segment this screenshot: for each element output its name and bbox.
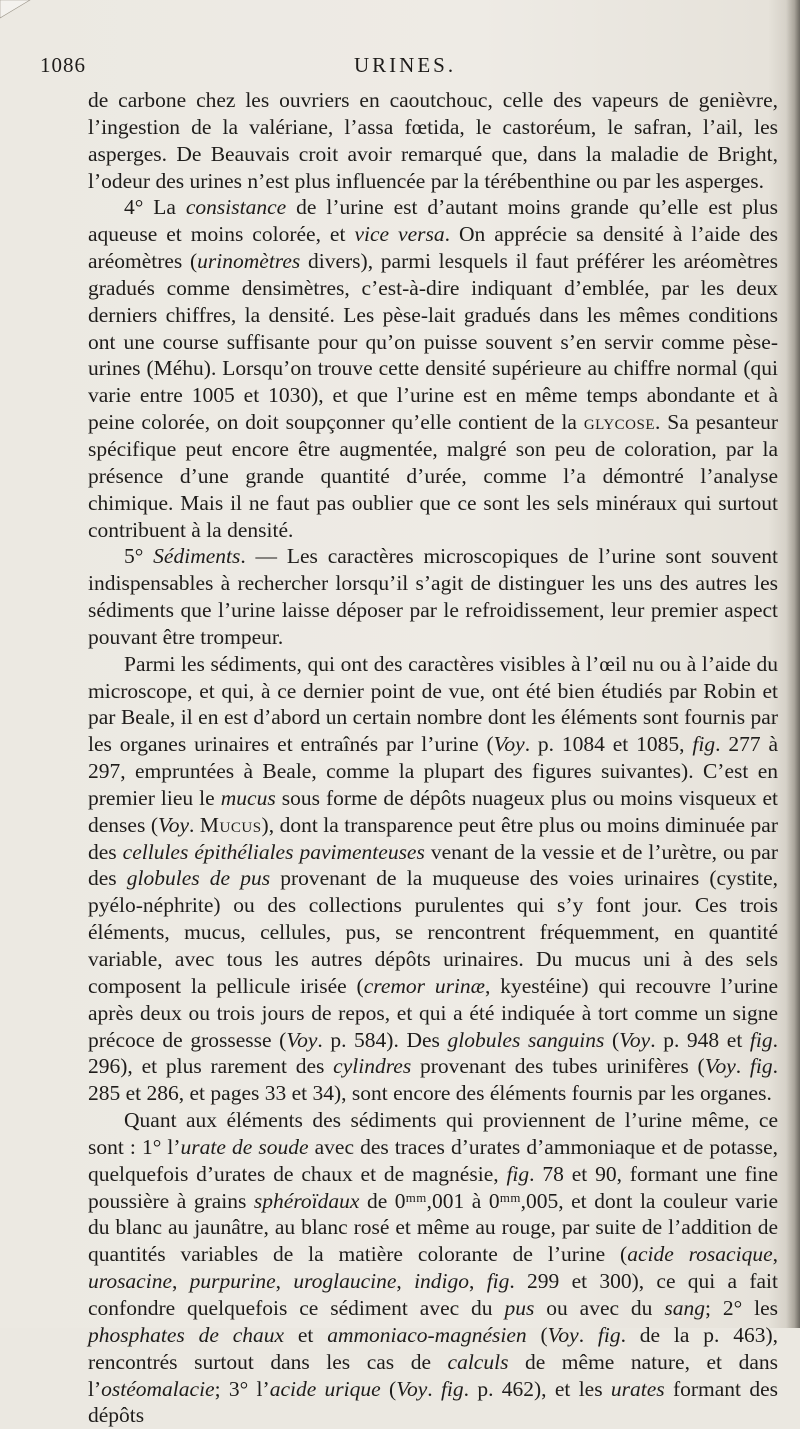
text-run: . p. 1084 et 1085, (524, 732, 693, 757)
text-run: divers), parmi lesquels il faut préférer les aréomètres gradués comme densimètres, c’est-à-dire indiquant d’emblée, par les deux derniers chiffres, la densité. Les pèse-lait gradués dans les mêmes conditions ont une course suffisante pour qu’on puisse souvent s’en servir comme pèse-urines (Méhu). Lorsqu’on trouve cette densité supérieure au chiffre normal (qui varie entre 1005 et 1030), et que l’urine est en même temps abondante et à peine colorée, on doit soupçonner qu’elle contient de la (88, 249, 778, 435)
text-run: Voy (619, 1027, 651, 1052)
text-run: uroglaucine (293, 1269, 397, 1294)
text-run: urates (610, 1376, 665, 1401)
text-run: ( (526, 1322, 548, 1347)
text-run: Voy (493, 732, 525, 757)
text-run: fig (692, 732, 716, 757)
page-edge-shadow (786, 0, 800, 1328)
text-run: , (772, 1242, 778, 1267)
text-run: sous forme de dépôts nuageux plus ou moins visqueux et denses ( (88, 785, 779, 837)
text-run: vice versa (354, 222, 445, 247)
text-run: ( (380, 1376, 397, 1401)
text-run: Sédiments (153, 544, 241, 569)
text-run: urinomètres (197, 249, 301, 274)
text-run: provenant des tubes urinifères ( (411, 1054, 705, 1079)
text-run: . (427, 1376, 441, 1401)
text-run: cylindres (333, 1054, 412, 1079)
text-run: , (275, 1269, 294, 1294)
text-run: , (469, 1269, 487, 1294)
text-run: Voy (396, 1376, 428, 1401)
text-run: . (735, 1054, 750, 1079)
text-run: ammoniaco-magnésien (327, 1322, 527, 1347)
text-run: calculs (447, 1349, 509, 1374)
text-run: urosacine (88, 1269, 172, 1294)
text-run: glycose (583, 410, 655, 435)
body-text (88, 87, 778, 1429)
text-run: venant de la vessie et de l’urètre, ou par des (88, 839, 778, 891)
text-run: urate de soude (180, 1134, 309, 1159)
text-run: cremor urinæ (363, 973, 486, 998)
text-run: fig (506, 1161, 530, 1186)
text-run: ), dont la transparence peut être plus ou moins diminuée par des (88, 812, 779, 864)
text-run: consistance (185, 195, 287, 220)
text-run: mucus (220, 785, 276, 810)
text-run: provenant de la muqueuse des voies urinaires (cystite, pyélo-néphrite) ou des collections purulentes qui s’y font jour. Ces trois éléments, mucus, cellules, pus, se rencontrent fréquemment, en quantité variable, avec tous les autres dépôts urinaires. Du mucus uni à des sels composent la pellicule irisée ( (88, 866, 778, 998)
text-run: pus (504, 1295, 535, 1320)
text-run: . 78 et 90, formant une fine poussière à grains (88, 1161, 778, 1213)
text-run: ; 2° les (704, 1295, 778, 1320)
text-run: fig (597, 1322, 621, 1347)
paragraph-continued (88, 87, 778, 194)
text-run: 4° La (124, 195, 186, 220)
paragraph-consistance (88, 194, 778, 543)
text-run: de même nature, et dans l’ (88, 1349, 778, 1401)
text-run: . (189, 812, 200, 837)
text-run: indigo (414, 1269, 470, 1294)
text-run: . (578, 1322, 598, 1347)
text-run: de 0ᵐᵐ,001 à 0ᵐᵐ,005, et dont la couleur varie du blanc au jaunâtre, au blanc rosé et même au rouge, par suite de l’addition de quantités variables de la matière colorante de l’urine ( (88, 1188, 778, 1267)
text-run: purpurine (189, 1269, 276, 1294)
text-run: de carbone chez les ouvriers en caoutchouc, celle des vapeurs de genièvre, l’ingestion de la valériane, l’assa fœtida, le castoréum, le safran, l’ail, les asperges. De Beauvais croit avoir remarqué que, dans la maladie de Bright, l’odeur des urines n’est plus influencée par la térébenthine ou par les asperges. (88, 88, 778, 193)
text-run: . — Les caractères microscopiques de l’urine sont souvent indispensables à rechercher lorsqu’il s’agit de distinguer les uns des autres les sédiments que l’urine laisse déposer par le refroidissement, leur premier aspect pouvant être trompeur. (88, 544, 778, 649)
text-run: , (396, 1269, 415, 1294)
text-run: ou avec du (534, 1295, 665, 1320)
text-run: de l’urine est d’autant moins grande qu’elle est plus aqueuse et moins colorée, et (88, 195, 778, 247)
text-run: . p. 584). Des (317, 1027, 448, 1052)
text-run: Voy (704, 1054, 736, 1079)
text-run: . 277 à 297, empruntées à Beale, comme la plupart des figures suivantes). C’est en premier lieu le (88, 732, 778, 810)
text-run: Quant aux éléments des sédiments qui proviennent de l’urine même, ce sont : 1° l’ (88, 1108, 778, 1159)
text-run: Voy (157, 812, 190, 837)
running-title: URINES. (354, 53, 457, 77)
text-run: Parmi les sédiments, qui ont des caractères visibles à l’œil nu ou à l’aide du microscope, et qui, à ce dernier point de vue, ont été bien étudiés par Robin et par Beale, il en est d’abord un certain nombre dont les éléments sont fournis par les organes urinaires et entraînés par l’urine ( (88, 651, 778, 757)
text-run: , (172, 1269, 190, 1294)
text-run: fig (749, 1027, 773, 1052)
text-run: . Sa pesanteur spécifique peut encore être augmentée, malgré son peu de coloration, par la présence d’une grande quantité d’urée, comme l’a démontré l’analyse chimique. Mais il ne faut pas oublier que ce sont les sels minéraux qui surtout contribuent à la densité. (88, 410, 778, 542)
text-run: . On apprécie sa densité à l’aide des aréomètres ( (88, 222, 778, 274)
text-run: . de la p. 463), rencontrés surtout dans les cas de (88, 1322, 778, 1374)
text-run: phosphates de chaux (88, 1322, 285, 1347)
text-run: ostéomalacie (101, 1376, 215, 1401)
text-run: . 299 et 300), ce qui a fait confondre quelquefois ce sédiment avec du (88, 1269, 779, 1320)
text-run: fig (486, 1269, 510, 1294)
text-run: fig (749, 1054, 773, 1079)
text-run: ; 3° l’ (214, 1376, 270, 1401)
text-run: . 285 et 286, et pages 33 et 34), sont encore des éléments fournis par les organes. (88, 1054, 778, 1106)
page-number: 1086 (40, 53, 86, 77)
text-run: . 296), et plus rarement des (88, 1027, 778, 1079)
page-header (40, 53, 760, 79)
text-run: formant des dépôts (88, 1376, 779, 1428)
text-run: sang (664, 1295, 705, 1320)
text-run: . p. 462), et les (463, 1376, 611, 1401)
paragraph-parmi (88, 651, 778, 1107)
text-run: globules sanguins (447, 1027, 605, 1052)
text-run: globules de pus (126, 866, 271, 891)
paragraph-sediments (88, 543, 778, 650)
text-run: acide rosacique (627, 1242, 773, 1267)
text-run: 5° (124, 544, 154, 569)
text-run: fig (440, 1376, 464, 1401)
text-run: . p. 948 et (650, 1027, 750, 1052)
text-run: ( (604, 1027, 620, 1052)
torn-corner-mark (0, 0, 40, 40)
text-run: , kyestéine) qui recouvre l’urine après deux ou trois jours de repos, et qui a été indiquée à tort comme un signe précoce de grossesse ( (88, 973, 779, 1052)
text-run: Mucus (199, 812, 262, 837)
text-run: cellules épithéliales pavimenteuses (122, 839, 425, 864)
text-run: et (284, 1322, 328, 1347)
text-run: Voy (547, 1322, 579, 1347)
text-run: avec des traces d’urates d’ammoniaque et de potasse, quelquefois d’urates de chaux et de magnésie, (88, 1134, 778, 1186)
text-run: Voy (286, 1027, 318, 1052)
paragraph-quant (88, 1107, 778, 1429)
text-run: acide urique (269, 1376, 381, 1401)
text-run: sphéroïdaux (253, 1188, 360, 1213)
